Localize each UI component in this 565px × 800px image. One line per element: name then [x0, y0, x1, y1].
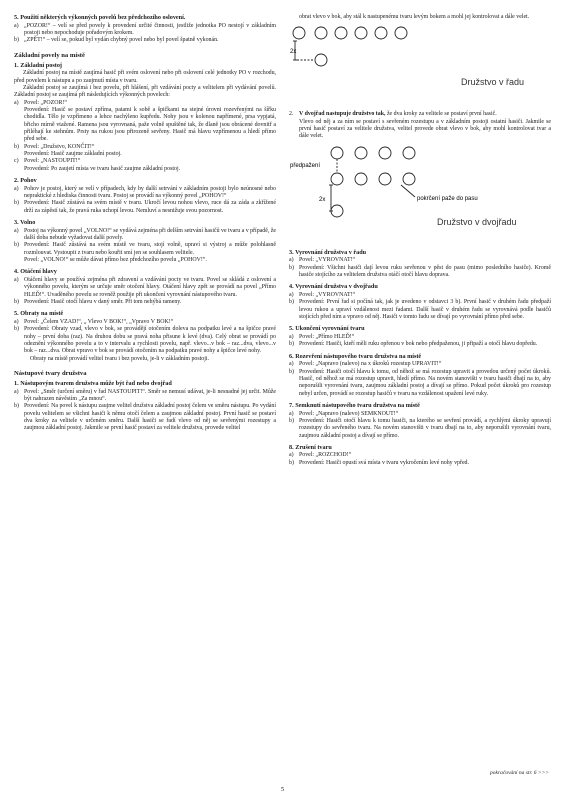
firefighter-circle	[293, 27, 305, 39]
list-item: b) Provedení: Hasiči otočí hlavu k tomu hasiči, na kterého se sevření provádí, a rychlými úkroky upravují rozestupy do sevřeného tvaru. Na novém stanovišti v tvaru dbají na to, aby neporušili vyrovnání tvaru, zaujmou základní postoj a dívají se přímo.	[289, 417, 551, 439]
subheading-basic-stance: 1. Základní postoj	[14, 61, 62, 69]
arm-bent-label: pokrčení paže do pasu	[417, 195, 478, 202]
firefighter-circle	[403, 173, 415, 185]
subheading-align-line: 3. Vyrovnání družstva v řadu	[289, 248, 367, 256]
list-item: a) Povel: „Směr (určení směru) v řad NASTOUPIT!“. Směr se nemusí udávat, je-li nesnadné jej určit. Může být nahrazen návěstím „Za mnou“.	[14, 388, 276, 402]
firefighter-circle	[403, 147, 415, 159]
squad-double-line-diagram	[289, 145, 551, 243]
firefighter-circle	[355, 147, 367, 159]
subheading-dismiss: 8. Zrušení tvaru	[289, 443, 332, 451]
firefighter-circle	[375, 27, 387, 39]
subheading-close-formation: 7. Semknutí nástupového tvaru družstva na místě	[289, 401, 420, 409]
list-item: c) Povel: „NASTOUPIT!“ Provedení: Po zaujetí místa ve tvaru hasič zaujme základní postoj.	[14, 158, 181, 172]
firefighter-circle	[331, 173, 343, 185]
paragraph: obrat vlevo v bok, aby stál k nastupenému tvaru levým bokem a mohl jej kontrolovat a dále velet.	[299, 14, 530, 20]
subheading-turns: 5. Obraty na místě	[14, 310, 64, 318]
list-item: b) Provedení: Hasiči, kteří měli ruku opřenou v bok nebo předpaženou, ji připaží a otočí hlavu dopředu.	[289, 341, 538, 348]
paragraph: Základní postoj na místě zaujímá hasič při svém oslovení nebo při oslovení celé jednotky PO v rozchodu, před povelem k nástupu a po zaujmutí místa v tvaru.	[14, 70, 276, 84]
page-number: 5	[280, 786, 285, 793]
list-item: a) Povel: „VYROVNAT!“	[289, 257, 356, 264]
firefighter-circle	[355, 27, 367, 39]
list-item: 2. V dvojřad nastupuje družstvo tak, že dva kroky za velitele se postaví první hasič. Vlevo od něj a za ním se postaví s sevřeném rozestupu a v základním postoji ostatní hasiči. Jakmile se první hasič postaví za velitele družstva, velitel provede obrat vlevo v bok, aby mohl kontrolovat tvar a dále velet.	[289, 111, 551, 140]
list-item: b) Provedení: První řad si počíná tak, jak je uvedeno v odstavci 3 b). První hasič v druhém řadu předpaží levou rukou a upraví vzdálenost mezi řadami. Další hasič v druhém řadu se vyrovnává podle hasičů stojících před ním a vpravo od něj. Hasiči v tomto řadu se dívají po vyrovnání přímo před sebe.	[289, 299, 551, 320]
section-title-commands: 5. Použití některých výkonných povelů bez předchozího oslovení.	[14, 14, 186, 21]
firefighter-circle	[355, 173, 367, 185]
list-item: a) Povel: „Napravo (nalevo) SEMKNOUT!“	[289, 410, 399, 417]
commander-circle	[315, 54, 327, 66]
list-item: a) Postoj na výkonný povel „VOLNO!“ se vydává zejména při delším setrvání hasičů ve tvaru a v případě, že další doba nebude vyžadovat další povely.	[14, 227, 276, 241]
right-column	[289, 14, 551, 467]
list-item: a) Povel: „VYROVNAT!“	[289, 291, 356, 298]
list-item: b) Provedení: Hasič zůstává na svém místě v tvaru. Ukročí levou nohou vlevo, ruce dá za záda a zkřížené drží za zápěstí tak, že pravá ruka uchopí levou. Nemluví a nesnižuje svou pozornost.	[14, 200, 276, 214]
subheading-end-alignment: 5. Ukončení vyrovnání tvaru	[289, 325, 365, 333]
list-item: a) Pohov je postoj, který se velí v případech, kdy by další setrvání v základním postoji bylo neúnosné nebo nepraktické z hlediska činnosti tvaru. Postoj se provádí na výkonný povel „POHOV!“	[14, 185, 276, 199]
figure-squad-in-line	[289, 25, 551, 105]
continued-on-next-page: pokračování na str. 6 >>>	[490, 770, 549, 776]
list-item: b) Provedení: Obraty vzad, vlevo v bok, se provádějí otočením doleva na podpatku levé a na špičce pravé nohy – první doba (raz). Na druhou dobu se pravá noha přisune k levé (dva). Celý obrat se provádí po odeznění výkonného povelu a to v intervalu a rychlosti povelu, např. vlevo...v bok – raz...dva, vlevo...v bok – raz...dva. Obrat vpravo v bok se provádí otočením na podpatku pravé nohy a špičce levé nohy. Obraty na místě provádí velitel tvaru i bez povelu, je-li v základním postoji.	[14, 326, 276, 362]
subheading-head-turn: 4. Otáčení hlavy	[14, 268, 57, 276]
firefighter-circle	[395, 27, 407, 39]
distance-label: 2x	[319, 196, 326, 203]
left-column	[14, 14, 276, 433]
heading-formations: Nástupové tvary družstva	[14, 369, 87, 377]
list-item: a) Povel: „ROZCHOD!“	[289, 452, 352, 459]
subheading-align-double-line: 4. Vyrovnání družstva v dvojřadu	[289, 283, 378, 291]
list-item: a) Povel: „Přímo HLEĎ!“	[289, 333, 355, 340]
subheading-line-formation: 1. Nástupovým tvarem družstva může být řad nebo dvojřad	[14, 379, 172, 387]
paragraph: Základní postoj se zaujímá i bez povelu, při hlášení, při vzdávání pocty a velitelem při vydávání povelů. Základní postoj se zaujímá při následujících výkonných povelech:	[14, 84, 276, 99]
list-item: b) Provedení: Hasič zůstává na svém místě ve tvaru, stojí volně, upraví si výstroj a může polohlasně rozmlouvat. Vystoupit z tvaru nebo kouřit smí jen se souhlasem velitele. Povel: „VOLNO!“ se může dávat přímo bez předchozího povelu „POHOV!“.	[14, 242, 276, 263]
list-item: a) Povel: „Napravo (nalevo) na x úkroků rozestup UPRAVIT!“	[289, 361, 442, 368]
list-item: a) „POZOR!“ – velí se před povely k provedení určité činnosti, jestliže jednotka PO nestojí v základním postoji nebo nepochoduje pořadovým krokem.	[14, 22, 276, 36]
firefighter-circle	[379, 173, 391, 185]
list-item: b) Provedení: Hasič otočí hlavu v daný směr. Při tom nehýbá rameny.	[14, 298, 182, 305]
list-item: a) Otáčení hlavy se používá zejména při zdravení a vzdávání pocty ve tvaru. Povel se skládá z oslovení a výkonného povelu, kterým se určuje směr otočení hlavy. Otáčení hlavy zpět se provádí na povel „Přímo HLEĎ!“. Uvaděného povelu se rovněž použije při ukončení vyrovnání nástupového tvaru.	[14, 276, 276, 298]
distance-label: 2x	[290, 49, 297, 56]
firefighter-circle	[315, 27, 327, 39]
list-item: b) „ZPĚT!“ – velí se, pokud byl vydán chybný povel nebo byl povel špatně vykonán.	[14, 37, 219, 44]
list-item: a) Povel: „Čelem VZAD!“, „ Vlevo V BOK!“, „Vpravo V BOK!“	[14, 318, 174, 325]
list-item: a) Povel: „POZOR!“ Provedení: Hasič se postaví zpříma, patami k sobě a špičkami na stejné úrovni rozevřenými na šířku chodidla. Tělo je vzpřímeno a lehce nachýleno kupředu. Nohy jsou v kolenou napřímené, prsa vypjatá, břicho mírně vtažené. Ramena jsou vyrovnaná, paže volně spuštěné tak, že dlaně jsou obrácené dovnitř a přiléhají ke stehnům. Prsty na rukou jsou přirozeně sevřeny. Hasič má hlavu vzpřímenou a hledí přímo před sebe.	[14, 99, 276, 143]
list-item: b) Provedení: Na povel k nástupu zaujme velitel družstva základní postoj čelem ve směru nástupu. Po vydání povelu velitelem se všichni hasiči k němu otočí čelem a zaujmou základní postoj. První hasič se postaví dva kroky za velitele v určeném směru. Další hasiči se řadí vlevo od něj se sevřenými rozestupy a zaujmou základní postoj. Jakmile se první hasič postaví za velitele družstva, provede velitel	[14, 403, 276, 432]
subheading-at-ease: 2. Pohov	[14, 177, 37, 185]
firefighter-circle	[331, 147, 343, 159]
list-item: b) Provedení: Hasiči otočí hlavu k tomu, od něhož se má rozestup upravit a provedou určený počet úkroků. Hasič, od něhož se má rozestup upravit, hledí přímo. Na novém stanovišti v tvaru hasiči dbají na to, aby neporušili vyrovnání tvaru, zaujmou základní postoj a dívají se přímo. Pokud počet úkroků pro rozestup nebyl určen, provádí se rozestup hasičů v tvaru na vzdálenost upažení levé ruky.	[289, 368, 551, 397]
firefighter-circle	[379, 147, 391, 159]
arm-forward-label: předpažení	[290, 162, 321, 169]
list-item: b) Provedení: Všichni hasiči dají levou ruku sevřenou v pěst do pasu (mimo posledního hasiče). Kromě hasiče stojícího za velitelem družstva otáčí otočí hlavu doprava.	[289, 264, 551, 278]
figure-squad-in-double-line	[289, 145, 551, 243]
list-item: b) Provedení: Hasiči opustí svá místa v tvaru vykročením levé nohy vpřed.	[289, 459, 469, 466]
figure-caption: Družstvo v řadu	[461, 77, 525, 88]
squad-line-diagram	[289, 25, 551, 105]
arm-bent-pointer	[401, 185, 415, 197]
subheading-rest: 3. Volno	[14, 219, 36, 226]
firefighter-circle	[335, 27, 347, 39]
subheading-open-formation: 6. Rozevření nástupového tvaru družstva na místě	[289, 352, 422, 360]
figure-caption: Družstvo v dvojřadu	[437, 216, 517, 227]
list-item: b) Povel: „Družstvo, KONČIT!“ Provedení: Hasič zaujme základní postoj.	[14, 143, 122, 157]
heading-basic-commands: Základní povely na místě	[14, 51, 85, 59]
